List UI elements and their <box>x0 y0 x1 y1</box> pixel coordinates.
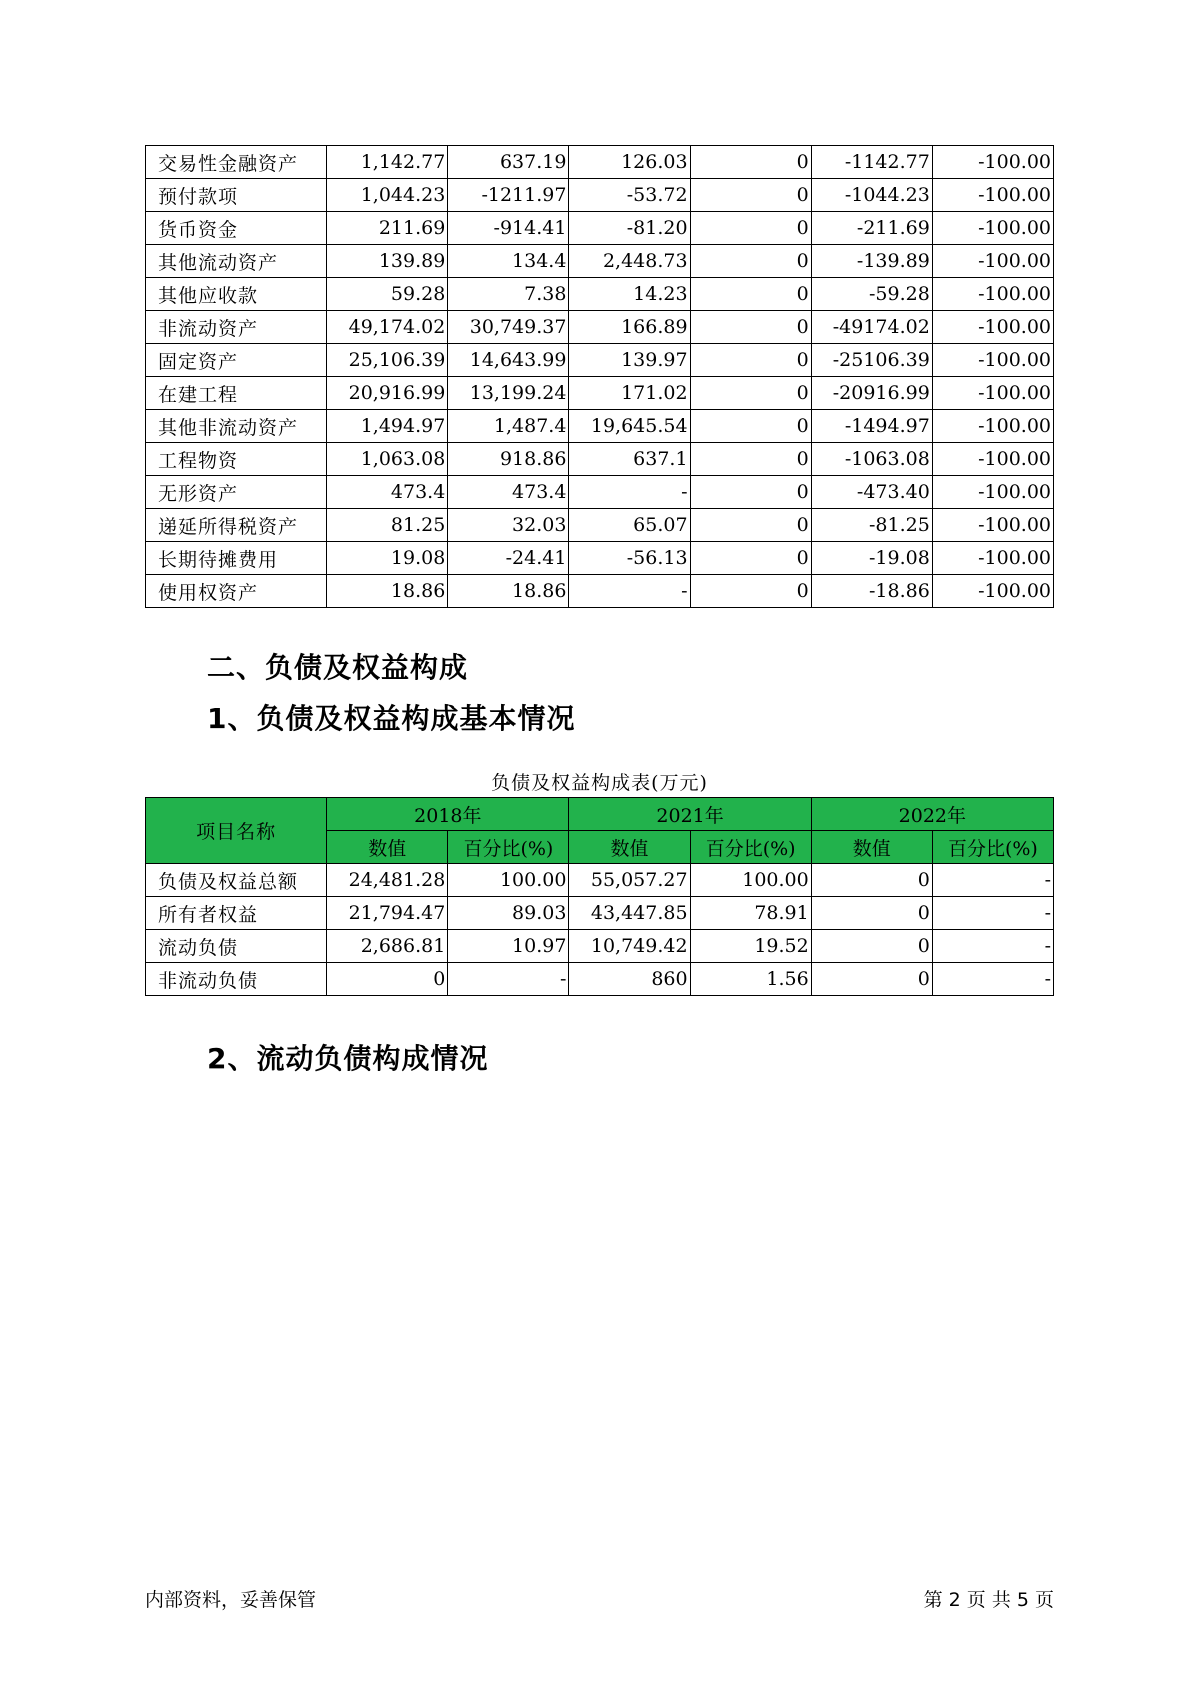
cell: 78.91 <box>690 897 811 930</box>
table-caption: 负债及权益构成表(万元) <box>491 772 708 794</box>
item-name: 非流动负债 <box>146 963 327 996</box>
year-header: 2022年 <box>811 798 1053 831</box>
item-name: 货币资金 <box>146 212 327 245</box>
cell: -1142.77 <box>811 146 932 179</box>
cell: -1044.23 <box>811 179 932 212</box>
table-row <box>146 179 1054 212</box>
cell: 0 <box>690 344 811 377</box>
item-name: 其他流动资产 <box>146 245 327 278</box>
cell: - <box>569 476 690 509</box>
cell: -100.00 <box>932 509 1053 542</box>
cell: 0 <box>690 245 811 278</box>
item-name: 所有者权益 <box>146 897 327 930</box>
cell: 21,794.47 <box>327 897 448 930</box>
value-header: 数值 <box>327 831 448 864</box>
table-row <box>146 212 1054 245</box>
cell: -100.00 <box>932 377 1053 410</box>
table-row <box>146 311 1054 344</box>
cell: 19,645.54 <box>569 410 690 443</box>
item-name: 非流动资产 <box>146 311 327 344</box>
cell: -81.20 <box>569 212 690 245</box>
cell: 32.03 <box>448 509 569 542</box>
cell: -18.86 <box>811 575 932 608</box>
year-header: 2018年 <box>327 798 569 831</box>
cell: 7.38 <box>448 278 569 311</box>
cell: 134.4 <box>448 245 569 278</box>
item-name: 工程物资 <box>146 443 327 476</box>
cell: -24.41 <box>448 542 569 575</box>
cell: 1,142.77 <box>327 146 448 179</box>
cell: 1,494.97 <box>327 410 448 443</box>
cell: 59.28 <box>327 278 448 311</box>
cell: -100.00 <box>932 311 1053 344</box>
cell: 14,643.99 <box>448 344 569 377</box>
table-row <box>146 146 1054 179</box>
cell: 10.97 <box>448 930 569 963</box>
cell: -25106.39 <box>811 344 932 377</box>
table-row <box>146 245 1054 278</box>
cell: 139.89 <box>327 245 448 278</box>
cell: 100.00 <box>690 864 811 897</box>
cell: 19.52 <box>690 930 811 963</box>
cell: 211.69 <box>327 212 448 245</box>
cell: 1,063.08 <box>327 443 448 476</box>
cell: -100.00 <box>932 212 1053 245</box>
cell: 637.19 <box>448 146 569 179</box>
cell: 0 <box>690 575 811 608</box>
cell: -211.69 <box>811 212 932 245</box>
cell: 860 <box>569 963 690 996</box>
cell: -53.72 <box>569 179 690 212</box>
cell: 2,448.73 <box>569 245 690 278</box>
cell: -1494.97 <box>811 410 932 443</box>
cell: 25,106.39 <box>327 344 448 377</box>
item-name: 其他非流动资产 <box>146 410 327 443</box>
cell: - <box>932 864 1053 897</box>
cell: -100.00 <box>932 245 1053 278</box>
cell: -49174.02 <box>811 311 932 344</box>
cell: -100.00 <box>932 542 1053 575</box>
header-row <box>146 798 1054 831</box>
cell: - <box>932 897 1053 930</box>
value-header: 数值 <box>811 831 932 864</box>
subsection-heading: 1、负债及权益构成基本情况 <box>207 702 576 735</box>
item-name: 交易性金融资产 <box>146 146 327 179</box>
cell: -1211.97 <box>448 179 569 212</box>
cell: 1.56 <box>690 963 811 996</box>
section-heading: 二、负债及权益构成 <box>207 651 469 684</box>
cell: 1,044.23 <box>327 179 448 212</box>
cell: 65.07 <box>569 509 690 542</box>
table-row <box>146 476 1054 509</box>
cell: 918.86 <box>448 443 569 476</box>
cell: -1063.08 <box>811 443 932 476</box>
item-name-header: 项目名称 <box>146 798 327 864</box>
subsection-heading: 2、流动负债构成情况 <box>207 1042 489 1075</box>
cell: 171.02 <box>569 377 690 410</box>
table-row <box>146 963 1054 996</box>
cell: -100.00 <box>932 476 1053 509</box>
cell: 55,057.27 <box>569 864 690 897</box>
cell: -100.00 <box>932 344 1053 377</box>
cell: 2,686.81 <box>327 930 448 963</box>
cell: -81.25 <box>811 509 932 542</box>
cell: -100.00 <box>932 146 1053 179</box>
cell: 100.00 <box>448 864 569 897</box>
table-row <box>146 509 1054 542</box>
cell: 473.4 <box>448 476 569 509</box>
cell: 0 <box>811 897 932 930</box>
asset-table <box>145 145 1054 608</box>
table-row <box>146 377 1054 410</box>
item-name: 预付款项 <box>146 179 327 212</box>
table-row <box>146 443 1054 476</box>
item-name: 长期待摊费用 <box>146 542 327 575</box>
cell: 0 <box>690 146 811 179</box>
percent-header: 百分比(%) <box>932 831 1053 864</box>
table-row <box>146 278 1054 311</box>
cell: -20916.99 <box>811 377 932 410</box>
item-name: 负债及权益总额 <box>146 864 327 897</box>
cell: - <box>448 963 569 996</box>
cell: 14.23 <box>569 278 690 311</box>
cell: 43,447.85 <box>569 897 690 930</box>
cell: 24,481.28 <box>327 864 448 897</box>
cell: 20,916.99 <box>327 377 448 410</box>
cell: 0 <box>690 377 811 410</box>
table-row <box>146 930 1054 963</box>
cell: 126.03 <box>569 146 690 179</box>
percent-header: 百分比(%) <box>690 831 811 864</box>
table-row <box>146 542 1054 575</box>
cell: 0 <box>690 278 811 311</box>
cell: 0 <box>690 212 811 245</box>
cell: 30,749.37 <box>448 311 569 344</box>
cell: -56.13 <box>569 542 690 575</box>
cell: 81.25 <box>327 509 448 542</box>
cell: 0 <box>327 963 448 996</box>
item-name: 无形资产 <box>146 476 327 509</box>
cell: 0 <box>690 179 811 212</box>
cell: 89.03 <box>448 897 569 930</box>
cell: 19.08 <box>327 542 448 575</box>
cell: 18.86 <box>448 575 569 608</box>
cell: 0 <box>690 443 811 476</box>
item-name: 其他应收款 <box>146 278 327 311</box>
cell: 0 <box>811 864 932 897</box>
cell: 13,199.24 <box>448 377 569 410</box>
cell: 139.97 <box>569 344 690 377</box>
table-row <box>146 410 1054 443</box>
footer-confidential-note: 内部资料，妥善保管 <box>145 1589 317 1611</box>
cell: -139.89 <box>811 245 932 278</box>
value-header: 数值 <box>569 831 690 864</box>
cell: 0 <box>690 509 811 542</box>
cell: 637.1 <box>569 443 690 476</box>
cell: - <box>932 963 1053 996</box>
table-row <box>146 344 1054 377</box>
cell: 1,487.4 <box>448 410 569 443</box>
cell: 0 <box>690 476 811 509</box>
table-row <box>146 864 1054 897</box>
cell: -100.00 <box>932 575 1053 608</box>
cell: 0 <box>690 542 811 575</box>
item-name: 使用权资产 <box>146 575 327 608</box>
cell: 10,749.42 <box>569 930 690 963</box>
cell: 166.89 <box>569 311 690 344</box>
cell: 0 <box>690 410 811 443</box>
cell: 18.86 <box>327 575 448 608</box>
cell: 0 <box>690 311 811 344</box>
cell: -100.00 <box>932 443 1053 476</box>
percent-header: 百分比(%) <box>448 831 569 864</box>
item-name: 递延所得税资产 <box>146 509 327 542</box>
cell: -914.41 <box>448 212 569 245</box>
cell: 0 <box>811 930 932 963</box>
cell: 49,174.02 <box>327 311 448 344</box>
cell: -100.00 <box>932 410 1053 443</box>
table-row <box>146 575 1054 608</box>
item-name: 在建工程 <box>146 377 327 410</box>
cell: -100.00 <box>932 278 1053 311</box>
cell: -473.40 <box>811 476 932 509</box>
liability-equity-table <box>145 797 1054 996</box>
cell: - <box>569 575 690 608</box>
table-row <box>146 897 1054 930</box>
cell: -19.08 <box>811 542 932 575</box>
asset-table-body <box>146 146 1054 608</box>
cell: - <box>932 930 1053 963</box>
cell: -100.00 <box>932 179 1053 212</box>
item-name: 固定资产 <box>146 344 327 377</box>
cell: 473.4 <box>327 476 448 509</box>
year-header: 2021年 <box>569 798 811 831</box>
footer-page-number: 第 2 页 共 5 页 <box>923 1589 1054 1611</box>
cell: 0 <box>811 963 932 996</box>
item-name: 流动负债 <box>146 930 327 963</box>
cell: -59.28 <box>811 278 932 311</box>
